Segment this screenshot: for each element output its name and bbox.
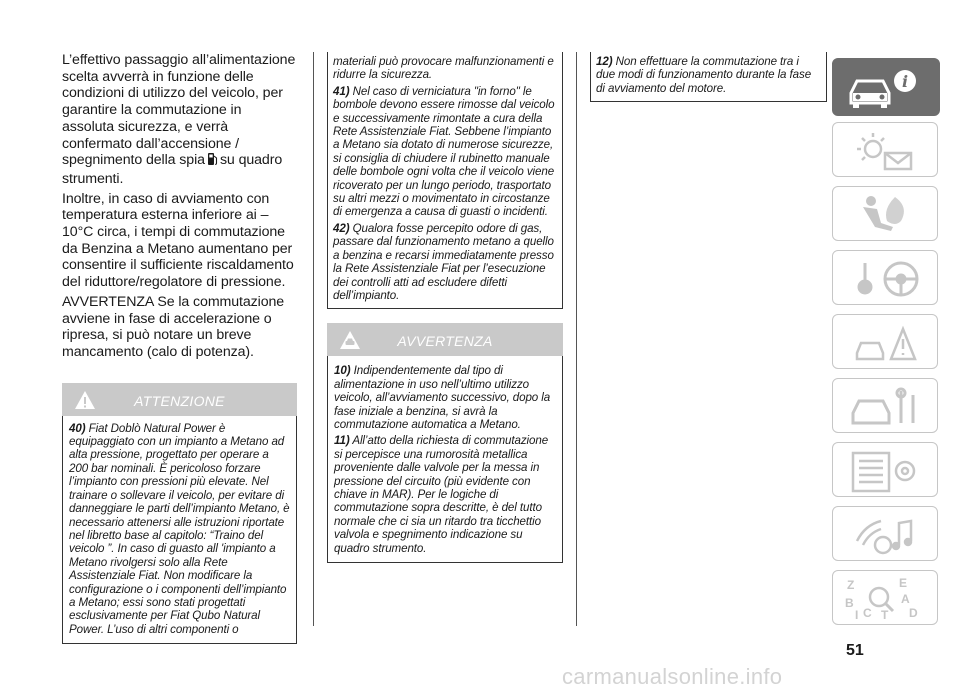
tab-car-info[interactable] [832,58,940,116]
warning-header [327,323,563,356]
svg-text:i: i [901,72,909,91]
index-letter: C [863,606,872,620]
attention-title: ATTENZIONE [134,392,225,409]
index-letter: Z [847,578,855,592]
note-10: 10) Indipendentemente dal tipo di alimentazione in uso nell’ultimo utilizzo veicolo, all’avviamento successivo, dopo la fase iniziale a benzina, si avrà la commutazione automatica a Metano. [334,364,551,431]
maintenance-icon [843,383,933,431]
tab-warning-lights[interactable] [832,122,938,177]
paragraph-warning: AVVERTENZA Se la commutazione avviene in fase di accelerazione o ripresa, si può notare un breve mancamento (calo di potenza). [62,293,285,360]
index-letter: B [845,596,854,610]
tab-key-steering[interactable] [832,250,938,305]
technical-data-icon [843,447,933,495]
emergency-icon [843,319,933,367]
warning-title: AVVERTENZA [397,333,493,350]
tab-multimedia[interactable] [832,506,938,561]
page-number: 51 [846,642,864,659]
multimedia-icon [843,511,933,559]
warning-box-continued [590,52,827,102]
index-letter: T [881,608,889,622]
note-40: 40) Fiat Doblò Natural Power è equipaggiato con un impianto a Metano ad alta pressione, progettato per operare a 200 bar nominali. È pericoloso forzare l’impianto con pressioni più elevate. Nel trainare o sollevare il veicolo, per evitare di danneggiare le parti dell’impianto Metano, è necessario attenersi alle istruzioni riportate nel libretto base al capitolo: “Traino del veicolo ”. In caso di guasto all 'impianto a Metano rivolgersi solo alla Rete Assistenziale Fiat. Non modificare la configurazione o i componenti dell’impianto a Metano; essi sono stati progettati esclusivamente per Fiat Qubo Natural Power. L’uso di altri componenti o [69,421,290,636]
tab-airbag-safety[interactable] [832,186,938,241]
note-42: 42) Qualora fosse percepito odore di gas, passare dal funzionamento metano a quello a benzina e recarsi immediatamente presso la Rete Assistenziale Fiat per l’esecuzione dei controlli atti ad escludere difetti dell’impianto. [333,221,554,302]
watermark: carmanualsonline.info [562,664,783,689]
methane-fuel-icon [207,152,218,171]
paragraph-cold-start: Inoltre, in caso di avviamento con temperatura esterna inferiore ai –10°C circa, i tempi di commutazione da Benzina a Metano aumentano per consentire il sufficiente riscaldamento del riduttore/regolatore di pressione. [62,190,294,291]
column-2 [327,52,563,563]
paragraph-switching: L’effettivo passaggio all’alimentazione scelta avverrà in funzione delle condizioni di utilizzo del veicolo, per garantire la commutazione in assoluta sicurezza, e verrà confermato dall’accensione / spegnimento della spia su quadro strumenti. [62,52,296,187]
key-steering-icon [843,255,933,303]
index-letter: D [909,606,918,620]
note-12: 12) Non effettuare la commutazione tra i due modi di funzionamento durante la fase di avviamento del motore. [596,55,812,95]
index-icon [843,575,933,623]
warning-box [327,356,563,563]
attention-box [62,416,297,645]
index-letter: A [901,592,910,606]
column-3 [590,52,827,102]
note-40-continued: materiali può provocare malfunzionamenti e ridurre la sicurezza. [333,55,554,82]
column-1 [62,52,297,644]
attention-box-continued [327,52,563,309]
car-info-icon [843,63,933,113]
index-letter: E [899,576,908,590]
tab-technical-data[interactable] [832,442,938,497]
note-11: 11) All’atto della richiesta di commutazione si percepisce una rumorosità metallica proveniente dalle valvole per la messa in pressione del circuito (più evidente con chiave in MAR). Per le logiche di commutazione sopra descritte, è del tutto normale che ci sia un ritardo tra ticchettio valvola e spegnimento indicazione su quadro strumento. [334,434,549,555]
column-divider [313,52,314,626]
index-letter: I [855,608,859,622]
warning-lights-icon [843,127,933,175]
note-41: 41) Nel caso di verniciatura "in forno" le bombole devono essere rimosse dal veicolo e successivamente rimontate a cura della Rete Assistenziale Fiat. Sebbene l’impianto a Metano sia dotato di numerose sicurezze, si consiglia di chiudere il rubinetto manuale delle bombole ogni volta che il veicolo viene ricoverato per un lungo periodo, trasportato su altri mezzi o movimentato in circostanze di emergenza a causa di guasti o incidenti. [333,84,555,219]
tab-emergency[interactable] [832,314,938,369]
tab-maintenance[interactable] [832,378,938,433]
attention-header [62,383,297,416]
column-divider [576,52,577,626]
airbag-safety-icon [843,191,933,239]
tab-index[interactable] [832,570,938,625]
